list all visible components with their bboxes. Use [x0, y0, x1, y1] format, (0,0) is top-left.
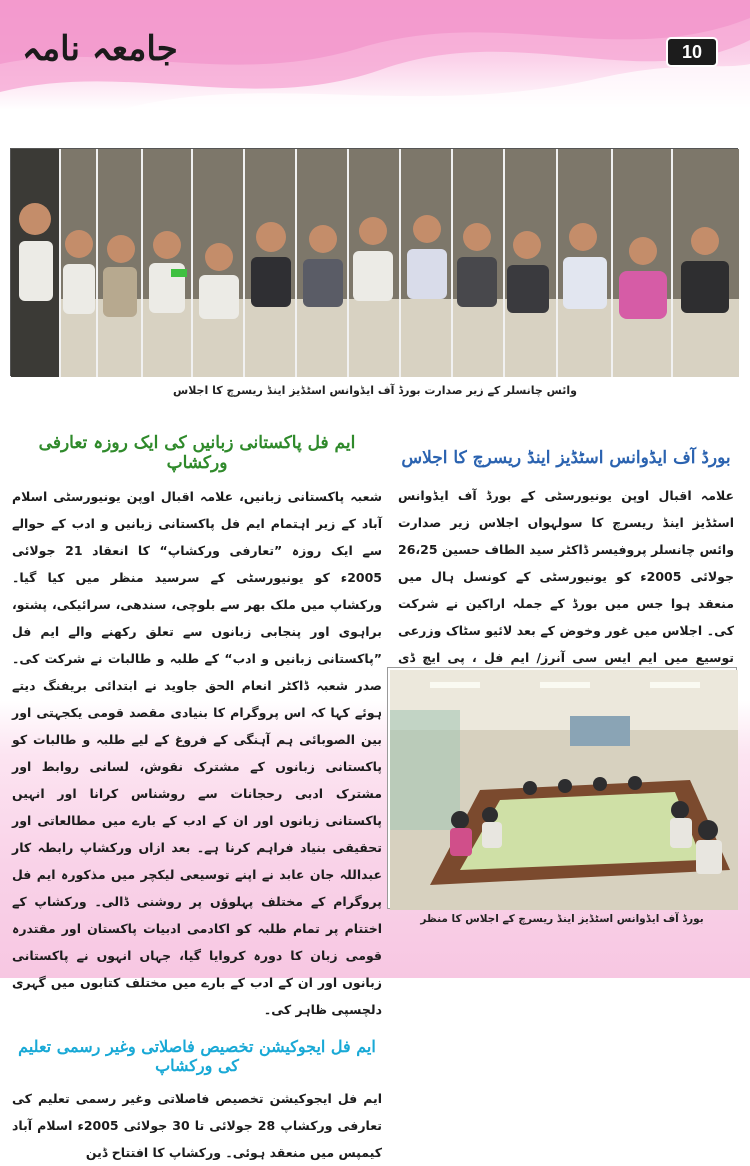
masthead-title: جامعہ نامہ	[22, 29, 178, 69]
members-collage-image	[11, 149, 739, 377]
board-meeting-photo-caption: بورڈ آف ایڈوانس اسٹڈیز اینڈ ریسرچ کے اجلاس کا منظر	[420, 913, 704, 925]
workshop-articles-column	[12, 432, 382, 1166]
page-header	[0, 0, 750, 110]
page-number-badge: 10	[666, 37, 718, 67]
workshop-heading: ایم فل پاکستانی زبانیں کی ایک روزہ تعارفی ورکشاپ	[38, 433, 356, 473]
conference-room-image	[390, 670, 738, 910]
board-meeting-body: علامہ اقبال اوپن یونیورسٹی کے بورڈ آف ایڈوانس اسٹڈیز اینڈ ریسرچ کا سولہواں اجلاس زیر صدارت وائس چانسلر پروفیسر ڈاکٹر سید الطاف حسین 26،25 جولائی 2005ء کو یونیورسٹی کے کونسل ہال میں منعقد ہوا جس میں بورڈ کے جملہ اراکین نے شرکت کی۔ اجلاس میں غور وخوض کے بعد لائیو سٹاک وزرعی توسیع میں ایم ایس سی آنرز/ ایم فل ، پی ایچ ڈی	[398, 488, 734, 665]
board-meeting-heading: بورڈ آف ایڈوانس اسٹڈیز اینڈ ریسرچ کا اجلاس	[401, 448, 731, 468]
education-workshop-heading: ایم فل ایجوکیشن تخصیص فاصلاتی وغیر رسمی تعلیم کی ورکشاپ	[18, 1037, 376, 1075]
meeting-members-photo-strip	[10, 148, 738, 376]
workshop-body: شعبہ پاکستانی زبانیں، علامہ اقبال اوپن یونیورسٹی اسلام آباد کے زیر اہتمام ایم فل پاکستانی زبانیں و ادب کے حوالے سے ایک روزہ ”تعارفی ورکشاپ“ کا انعقاد 21 جولائی 2005ء کو یونیورسٹی کے سرسید منظر میں کیا گیا۔ ورکشاپ میں ملک بھر سے بلوچی، سندھی، سرائیکی، پشتو، براہوی اور پنجابی زبانوں سے تعلق رکھنے والے ایم فل ”پاکستانی زبانیں و ادب“ کے طلبہ و طالبات نے شرکت کی۔ صدر شعبہ ڈاکٹر انعام الحق جاوید نے ابتدائی بریفنگ دیتے ہوئے کہا کہ اس پروگرام کا بنیادی مقصد قومی یکجہتی اور بین الصوبائی ہم آہنگی کے فروغ کے لیے طلبہ و طالبات کو پاکستانی زبانوں کے مشترک نقوش، لسانی روابط اور مشترک ادبی رحجانات سے روشناس کرانا اور انہیں پاکستانی زبانوں اور ان کے ادب کے بارے میں مطالعاتی اور تحقیقی بنیاد فراہم کرنا ہے۔ بعد ازاں ورکشاپ رابطہ کار عبداللہ جان عابد نے اپنے توسیعی لیکچر میں مذکورہ ایم فل پروگرام کے مختلف پہلوؤں پر روشنی ڈالی۔ ورکشاپ کے اختتام پر تمام طلبہ کو اکادمی ادبیات پاکستان اور مقتدرہ قومی زبان کا دورہ کروایا گیا، جہاں انہوں نے پاکستانی زبانوں اور ان کے ادب کے بارے میں مختلف کتابوں میں گہری دلچسپی ظاہر کی۔	[12, 489, 382, 1017]
education-workshop-body: ایم فل ایجوکیشن تخصیص فاصلاتی وغیر رسمی تعلیم کی تعارفی ورکشاپ 28 جولائی تا 30 جولائی 2005ء اسلام آباد کیمپس میں منعقد ہوئی۔ ورکشاپ کا افتتاح ڈین	[12, 1091, 383, 1160]
board-meeting-photo	[388, 668, 736, 908]
photo-strip-caption: وائس چانسلر کے زیر صدارت بورڈ آف ایڈوانس اسٹڈیز اینڈ ریسرچ کا اجلاس	[173, 384, 577, 397]
